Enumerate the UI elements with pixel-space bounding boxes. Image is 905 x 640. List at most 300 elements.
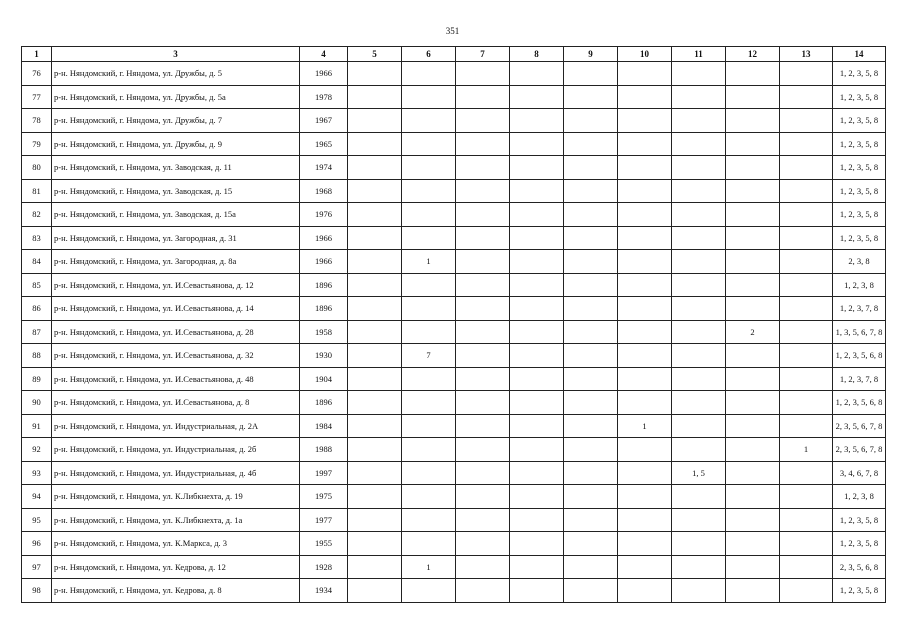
table-cell-col-14: 1, 2, 3, 7, 8 xyxy=(833,297,886,321)
table-cell-col-10 xyxy=(618,391,672,415)
table-cell-col-7 xyxy=(456,85,510,109)
table-cell-col-10 xyxy=(618,203,672,227)
table-cell-col-14: 1, 2, 3, 8 xyxy=(833,273,886,297)
table-cell-col-12 xyxy=(726,461,780,485)
table-cell-col-5 xyxy=(348,579,402,603)
table-cell-col-5 xyxy=(348,367,402,391)
table-cell-col-7 xyxy=(456,344,510,368)
table-cell-col-1: 97 xyxy=(22,555,52,579)
table-cell-col-8 xyxy=(510,226,564,250)
table-cell-col-14: 2, 3, 5, 6, 8 xyxy=(833,555,886,579)
table-cell-col-10 xyxy=(618,555,672,579)
table-cell-col-3: р-н. Няндомский, г. Няндома, ул. И.Севастьянова, д. 32 xyxy=(52,344,300,368)
table-cell-col-13 xyxy=(780,461,833,485)
table-cell-col-3: р-н. Няндомский, г. Няндома, ул. К.Либкнехта, д. 19 xyxy=(52,485,300,509)
table-cell-col-1: 85 xyxy=(22,273,52,297)
table-cell-col-11 xyxy=(672,555,726,579)
table-cell-col-9 xyxy=(564,532,618,556)
column-header-13: 13 xyxy=(780,47,833,62)
table-cell-col-13 xyxy=(780,203,833,227)
table-cell-col-4: 1975 xyxy=(300,485,348,509)
table-cell-col-14: 1, 2, 3, 5, 8 xyxy=(833,179,886,203)
table-cell-col-4: 1928 xyxy=(300,555,348,579)
table-cell-col-8 xyxy=(510,85,564,109)
column-header-7: 7 xyxy=(456,47,510,62)
table-cell-col-13 xyxy=(780,532,833,556)
table-cell-col-11 xyxy=(672,367,726,391)
table-cell-col-5 xyxy=(348,391,402,415)
table-cell-col-6 xyxy=(402,297,456,321)
table-cell-col-1: 87 xyxy=(22,320,52,344)
table-row xyxy=(22,297,886,321)
table-cell-col-5 xyxy=(348,250,402,274)
table-cell-col-6 xyxy=(402,109,456,133)
table-cell-col-10 xyxy=(618,250,672,274)
table-cell-col-13 xyxy=(780,297,833,321)
table-cell-col-12 xyxy=(726,438,780,462)
table-cell-col-8 xyxy=(510,485,564,509)
table-cell-col-10 xyxy=(618,226,672,250)
column-header-12: 12 xyxy=(726,47,780,62)
table-cell-col-9 xyxy=(564,367,618,391)
table-cell-col-3: р-н. Няндомский, г. Няндома, ул. Загородная, д. 8а xyxy=(52,250,300,274)
table-cell-col-13 xyxy=(780,156,833,180)
table-cell-col-9 xyxy=(564,109,618,133)
table-cell-col-1: 86 xyxy=(22,297,52,321)
table-cell-col-6: 1 xyxy=(402,555,456,579)
table-cell-col-9 xyxy=(564,555,618,579)
table-cell-col-6 xyxy=(402,226,456,250)
table-cell-col-3: р-н. Няндомский, г. Няндома, ул. Кедрова, д. 8 xyxy=(52,579,300,603)
table-cell-col-8 xyxy=(510,109,564,133)
table-cell-col-7 xyxy=(456,367,510,391)
table-cell-col-6 xyxy=(402,485,456,509)
table-cell-col-13 xyxy=(780,273,833,297)
column-header-8: 8 xyxy=(510,47,564,62)
table-cell-col-8 xyxy=(510,367,564,391)
table-cell-col-12 xyxy=(726,344,780,368)
table-cell-col-14: 1, 2, 3, 7, 8 xyxy=(833,367,886,391)
table-cell-col-6 xyxy=(402,320,456,344)
table-cell-col-12 xyxy=(726,132,780,156)
table-cell-col-8 xyxy=(510,532,564,556)
table-cell-col-14: 1, 2, 3, 5, 8 xyxy=(833,532,886,556)
table-cell-col-1: 93 xyxy=(22,461,52,485)
table-cell-col-3: р-н. Няндомский, г. Няндома, ул. И.Севастьянова, д. 14 xyxy=(52,297,300,321)
table-cell-col-1: 92 xyxy=(22,438,52,462)
table-cell-col-3: р-н. Няндомский, г. Няндома, ул. Дружбы, д. 7 xyxy=(52,109,300,133)
table-cell-col-4: 1966 xyxy=(300,226,348,250)
table-cell-col-7 xyxy=(456,555,510,579)
table-cell-col-12 xyxy=(726,508,780,532)
table-cell-col-12 xyxy=(726,109,780,133)
table-cell-col-4: 1965 xyxy=(300,132,348,156)
table-cell-col-5 xyxy=(348,179,402,203)
table-cell-col-14: 2, 3, 8 xyxy=(833,250,886,274)
table-row xyxy=(22,508,886,532)
table-cell-col-1: 98 xyxy=(22,579,52,603)
table-cell-col-5 xyxy=(348,109,402,133)
table-cell-col-12 xyxy=(726,156,780,180)
table-cell-col-1: 84 xyxy=(22,250,52,274)
table-cell-col-9 xyxy=(564,461,618,485)
table-cell-col-12 xyxy=(726,85,780,109)
table-cell-col-1: 91 xyxy=(22,414,52,438)
table-cell-col-12 xyxy=(726,226,780,250)
table-cell-col-8 xyxy=(510,203,564,227)
table-cell-col-10 xyxy=(618,132,672,156)
table-cell-col-14: 1, 2, 3, 5, 8 xyxy=(833,85,886,109)
table-cell-col-8 xyxy=(510,273,564,297)
table-cell-col-9 xyxy=(564,391,618,415)
table-cell-col-9 xyxy=(564,438,618,462)
table-cell-col-8 xyxy=(510,297,564,321)
table-header-row xyxy=(22,47,886,62)
table-cell-col-4: 1997 xyxy=(300,461,348,485)
table-cell-col-14: 1, 2, 3, 5, 8 xyxy=(833,62,886,86)
table-cell-col-5 xyxy=(348,485,402,509)
table-row xyxy=(22,320,886,344)
table-cell-col-3: р-н. Няндомский, г. Няндома, ул. Дружбы, д. 5а xyxy=(52,85,300,109)
table-cell-col-5 xyxy=(348,85,402,109)
table-cell-col-7 xyxy=(456,320,510,344)
table-cell-col-9 xyxy=(564,203,618,227)
table-cell-col-3: р-н. Няндомский, г. Няндома, ул. К.Либкнехта, д. 1а xyxy=(52,508,300,532)
table-cell-col-6 xyxy=(402,579,456,603)
table-cell-col-12 xyxy=(726,485,780,509)
table-cell-col-6 xyxy=(402,203,456,227)
table-cell-col-6 xyxy=(402,179,456,203)
table-cell-col-13 xyxy=(780,344,833,368)
table-cell-col-10 xyxy=(618,532,672,556)
table-cell-col-3: р-н. Няндомский, г. Няндома, ул. И.Севастьянова, д. 8 xyxy=(52,391,300,415)
table-cell-col-5 xyxy=(348,438,402,462)
table-cell-col-14: 3, 4, 6, 7, 8 xyxy=(833,461,886,485)
table-cell-col-3: р-н. Няндомский, г. Няндома, ул. И.Севастьянова, д. 12 xyxy=(52,273,300,297)
table-cell-col-11 xyxy=(672,109,726,133)
column-header-1: 1 xyxy=(22,47,52,62)
table-cell-col-9 xyxy=(564,132,618,156)
table-cell-col-14: 1, 2, 3, 5, 8 xyxy=(833,579,886,603)
table-cell-col-4: 1974 xyxy=(300,156,348,180)
table-cell-col-9 xyxy=(564,344,618,368)
table-cell-col-6 xyxy=(402,367,456,391)
table-cell-col-5 xyxy=(348,508,402,532)
table-row xyxy=(22,226,886,250)
table-cell-col-11 xyxy=(672,438,726,462)
column-header-11: 11 xyxy=(672,47,726,62)
table-cell-col-7 xyxy=(456,297,510,321)
table-row xyxy=(22,156,886,180)
table-cell-col-9 xyxy=(564,297,618,321)
table-cell-col-10 xyxy=(618,156,672,180)
table-cell-col-12 xyxy=(726,297,780,321)
table-cell-col-5 xyxy=(348,461,402,485)
table-cell-col-11 xyxy=(672,485,726,509)
table-row xyxy=(22,555,886,579)
table-cell-col-4: 1976 xyxy=(300,203,348,227)
table-cell-col-6 xyxy=(402,156,456,180)
table-cell-col-5 xyxy=(348,555,402,579)
table-row xyxy=(22,344,886,368)
table-cell-col-11 xyxy=(672,250,726,274)
table-row xyxy=(22,438,886,462)
table-cell-col-8 xyxy=(510,461,564,485)
table-cell-col-5 xyxy=(348,532,402,556)
table-cell-col-7 xyxy=(456,485,510,509)
table-cell-col-10 xyxy=(618,344,672,368)
table-cell-col-14: 2, 3, 5, 6, 7, 8 xyxy=(833,414,886,438)
table-cell-col-7 xyxy=(456,250,510,274)
table-cell-col-7 xyxy=(456,579,510,603)
table-cell-col-3: р-н. Няндомский, г. Няндома, ул. Индустриальная, д. 4б xyxy=(52,461,300,485)
table-cell-col-14: 1, 2, 3, 8 xyxy=(833,485,886,509)
table-cell-col-6: 1 xyxy=(402,250,456,274)
table-row xyxy=(22,250,886,274)
table-cell-col-13 xyxy=(780,250,833,274)
table-cell-col-13 xyxy=(780,579,833,603)
table-cell-col-6 xyxy=(402,132,456,156)
table-row xyxy=(22,203,886,227)
table-cell-col-9 xyxy=(564,226,618,250)
table-row xyxy=(22,132,886,156)
table-row xyxy=(22,485,886,509)
table-cell-col-5 xyxy=(348,320,402,344)
table-cell-col-14: 2, 3, 5, 6, 7, 8 xyxy=(833,438,886,462)
table-row xyxy=(22,532,886,556)
table-cell-col-8 xyxy=(510,320,564,344)
table-cell-col-3: р-н. Няндомский, г. Няндома, ул. К.Маркса, д. 3 xyxy=(52,532,300,556)
table-cell-col-12 xyxy=(726,179,780,203)
table-cell-col-5 xyxy=(348,226,402,250)
table-cell-col-4: 1966 xyxy=(300,250,348,274)
table-cell-col-10: 1 xyxy=(618,414,672,438)
table-cell-col-13 xyxy=(780,367,833,391)
table-cell-col-7 xyxy=(456,414,510,438)
table-cell-col-1: 76 xyxy=(22,62,52,86)
table-cell-col-11 xyxy=(672,344,726,368)
table-cell-col-4: 1934 xyxy=(300,579,348,603)
column-header-14: 14 xyxy=(833,47,886,62)
table-row xyxy=(22,273,886,297)
table-cell-col-6 xyxy=(402,508,456,532)
table-cell-col-1: 94 xyxy=(22,485,52,509)
table-cell-col-10 xyxy=(618,62,672,86)
table-cell-col-4: 1977 xyxy=(300,508,348,532)
table-cell-col-13: 1 xyxy=(780,438,833,462)
table-cell-col-9 xyxy=(564,273,618,297)
table-cell-col-11 xyxy=(672,508,726,532)
table-cell-col-12 xyxy=(726,203,780,227)
table-cell-col-4: 1967 xyxy=(300,109,348,133)
table-cell-col-11 xyxy=(672,179,726,203)
table-cell-col-11 xyxy=(672,62,726,86)
table-cell-col-3: р-н. Няндомский, г. Няндома, ул. Заводская, д. 15а xyxy=(52,203,300,227)
table-cell-col-9 xyxy=(564,250,618,274)
table-cell-col-8 xyxy=(510,391,564,415)
table-cell-col-6 xyxy=(402,414,456,438)
table-cell-col-4: 1966 xyxy=(300,62,348,86)
table-cell-col-13 xyxy=(780,391,833,415)
table-cell-col-13 xyxy=(780,226,833,250)
table-cell-col-11 xyxy=(672,297,726,321)
table-cell-col-1: 83 xyxy=(22,226,52,250)
table-cell-col-7 xyxy=(456,203,510,227)
column-header-6: 6 xyxy=(402,47,456,62)
table-cell-col-9 xyxy=(564,320,618,344)
table-cell-col-14: 1, 2, 3, 5, 8 xyxy=(833,226,886,250)
table-cell-col-1: 96 xyxy=(22,532,52,556)
table-cell-col-8 xyxy=(510,156,564,180)
table-cell-col-12 xyxy=(726,250,780,274)
table-cell-col-4: 1896 xyxy=(300,391,348,415)
table-cell-col-14: 1, 2, 3, 5, 8 xyxy=(833,203,886,227)
table-cell-col-4: 1978 xyxy=(300,85,348,109)
table-cell-col-13 xyxy=(780,109,833,133)
table-cell-col-4: 1896 xyxy=(300,273,348,297)
table-cell-col-7 xyxy=(456,391,510,415)
table-cell-col-4: 1896 xyxy=(300,297,348,321)
table-cell-col-1: 79 xyxy=(22,132,52,156)
table-cell-col-4: 1904 xyxy=(300,367,348,391)
table-cell-col-10 xyxy=(618,85,672,109)
table-cell-col-7 xyxy=(456,109,510,133)
table-cell-col-9 xyxy=(564,179,618,203)
table-cell-col-10 xyxy=(618,179,672,203)
table-cell-col-6 xyxy=(402,438,456,462)
table-cell-col-9 xyxy=(564,156,618,180)
table-cell-col-1: 90 xyxy=(22,391,52,415)
table-cell-col-8 xyxy=(510,414,564,438)
table-cell-col-14: 1, 2, 3, 5, 6, 8 xyxy=(833,391,886,415)
table-cell-col-11 xyxy=(672,391,726,415)
column-header-4: 4 xyxy=(300,47,348,62)
table-cell-col-12 xyxy=(726,391,780,415)
table-cell-col-5 xyxy=(348,297,402,321)
table-cell-col-1: 89 xyxy=(22,367,52,391)
table-cell-col-6 xyxy=(402,62,456,86)
table-row xyxy=(22,85,886,109)
table-cell-col-8 xyxy=(510,344,564,368)
register-table xyxy=(21,46,886,603)
table-cell-col-13 xyxy=(780,320,833,344)
table-cell-col-5 xyxy=(348,273,402,297)
table-cell-col-12 xyxy=(726,555,780,579)
table-row xyxy=(22,62,886,86)
column-header-10: 10 xyxy=(618,47,672,62)
table-cell-col-11 xyxy=(672,273,726,297)
table-cell-col-14: 1, 2, 3, 5, 8 xyxy=(833,132,886,156)
table-cell-col-8 xyxy=(510,555,564,579)
table-cell-col-13 xyxy=(780,85,833,109)
table-cell-col-14: 1, 2, 3, 5, 8 xyxy=(833,109,886,133)
table-cell-col-13 xyxy=(780,555,833,579)
table-cell-col-8 xyxy=(510,438,564,462)
table-cell-col-11 xyxy=(672,203,726,227)
table-cell-col-10 xyxy=(618,320,672,344)
table-cell-col-9 xyxy=(564,508,618,532)
table-cell-col-12 xyxy=(726,414,780,438)
table-row xyxy=(22,414,886,438)
table-cell-col-8 xyxy=(510,62,564,86)
table-cell-col-6 xyxy=(402,461,456,485)
table-cell-col-5 xyxy=(348,132,402,156)
table-cell-col-11 xyxy=(672,579,726,603)
table-cell-col-7 xyxy=(456,438,510,462)
table-cell-col-12 xyxy=(726,62,780,86)
table-cell-col-1: 82 xyxy=(22,203,52,227)
table-cell-col-8 xyxy=(510,132,564,156)
table-cell-col-4: 1984 xyxy=(300,414,348,438)
table-cell-col-10 xyxy=(618,438,672,462)
table-cell-col-10 xyxy=(618,579,672,603)
table-row xyxy=(22,391,886,415)
table-cell-col-3: р-н. Няндомский, г. Няндома, ул. Загородная, д. 31 xyxy=(52,226,300,250)
table-row xyxy=(22,579,886,603)
table-row xyxy=(22,461,886,485)
table-row xyxy=(22,367,886,391)
table-cell-col-11 xyxy=(672,320,726,344)
table-cell-col-8 xyxy=(510,250,564,274)
page-number: 351 xyxy=(445,26,460,36)
table-row xyxy=(22,179,886,203)
table-cell-col-5 xyxy=(348,344,402,368)
table-cell-col-3: р-н. Няндомский, г. Няндома, ул. Кедрова, д. 12 xyxy=(52,555,300,579)
table-cell-col-10 xyxy=(618,485,672,509)
table-cell-col-9 xyxy=(564,62,618,86)
table-cell-col-14: 1, 2, 3, 5, 6, 8 xyxy=(833,344,886,368)
table-cell-col-3: р-н. Няндомский, г. Няндома, ул. Заводская, д. 15 xyxy=(52,179,300,203)
table-cell-col-14: 1, 2, 3, 5, 8 xyxy=(833,508,886,532)
table-cell-col-8 xyxy=(510,579,564,603)
table-cell-col-12 xyxy=(726,273,780,297)
table-cell-col-5 xyxy=(348,156,402,180)
table-cell-col-8 xyxy=(510,179,564,203)
table-cell-col-13 xyxy=(780,132,833,156)
table-cell-col-6: 7 xyxy=(402,344,456,368)
table-cell-col-5 xyxy=(348,203,402,227)
table-cell-col-11 xyxy=(672,414,726,438)
table-cell-col-3: р-н. Няндомский, г. Няндома, ул. Индустриальная, д. 2б xyxy=(52,438,300,462)
table-cell-col-7 xyxy=(456,273,510,297)
table-cell-col-4: 1955 xyxy=(300,532,348,556)
table-cell-col-7 xyxy=(456,179,510,203)
table-cell-col-7 xyxy=(456,62,510,86)
table-cell-col-9 xyxy=(564,414,618,438)
table-cell-col-1: 77 xyxy=(22,85,52,109)
table-cell-col-3: р-н. Няндомский, г. Няндома, ул. Заводская, д. 11 xyxy=(52,156,300,180)
table-cell-col-9 xyxy=(564,579,618,603)
table-cell-col-10 xyxy=(618,367,672,391)
table-cell-col-4: 1958 xyxy=(300,320,348,344)
table-body xyxy=(22,62,886,603)
table-cell-col-1: 80 xyxy=(22,156,52,180)
table-row xyxy=(22,109,886,133)
table-cell-col-7 xyxy=(456,532,510,556)
column-header-3: 3 xyxy=(52,47,300,62)
table-cell-col-6 xyxy=(402,273,456,297)
table-cell-col-7 xyxy=(456,226,510,250)
table-cell-col-1: 81 xyxy=(22,179,52,203)
table-cell-col-14: 1, 2, 3, 5, 8 xyxy=(833,156,886,180)
table-cell-col-1: 78 xyxy=(22,109,52,133)
table-cell-col-7 xyxy=(456,461,510,485)
table-cell-col-6 xyxy=(402,532,456,556)
table-cell-col-13 xyxy=(780,414,833,438)
table-cell-col-13 xyxy=(780,485,833,509)
table-cell-col-5 xyxy=(348,414,402,438)
table-cell-col-4: 1988 xyxy=(300,438,348,462)
